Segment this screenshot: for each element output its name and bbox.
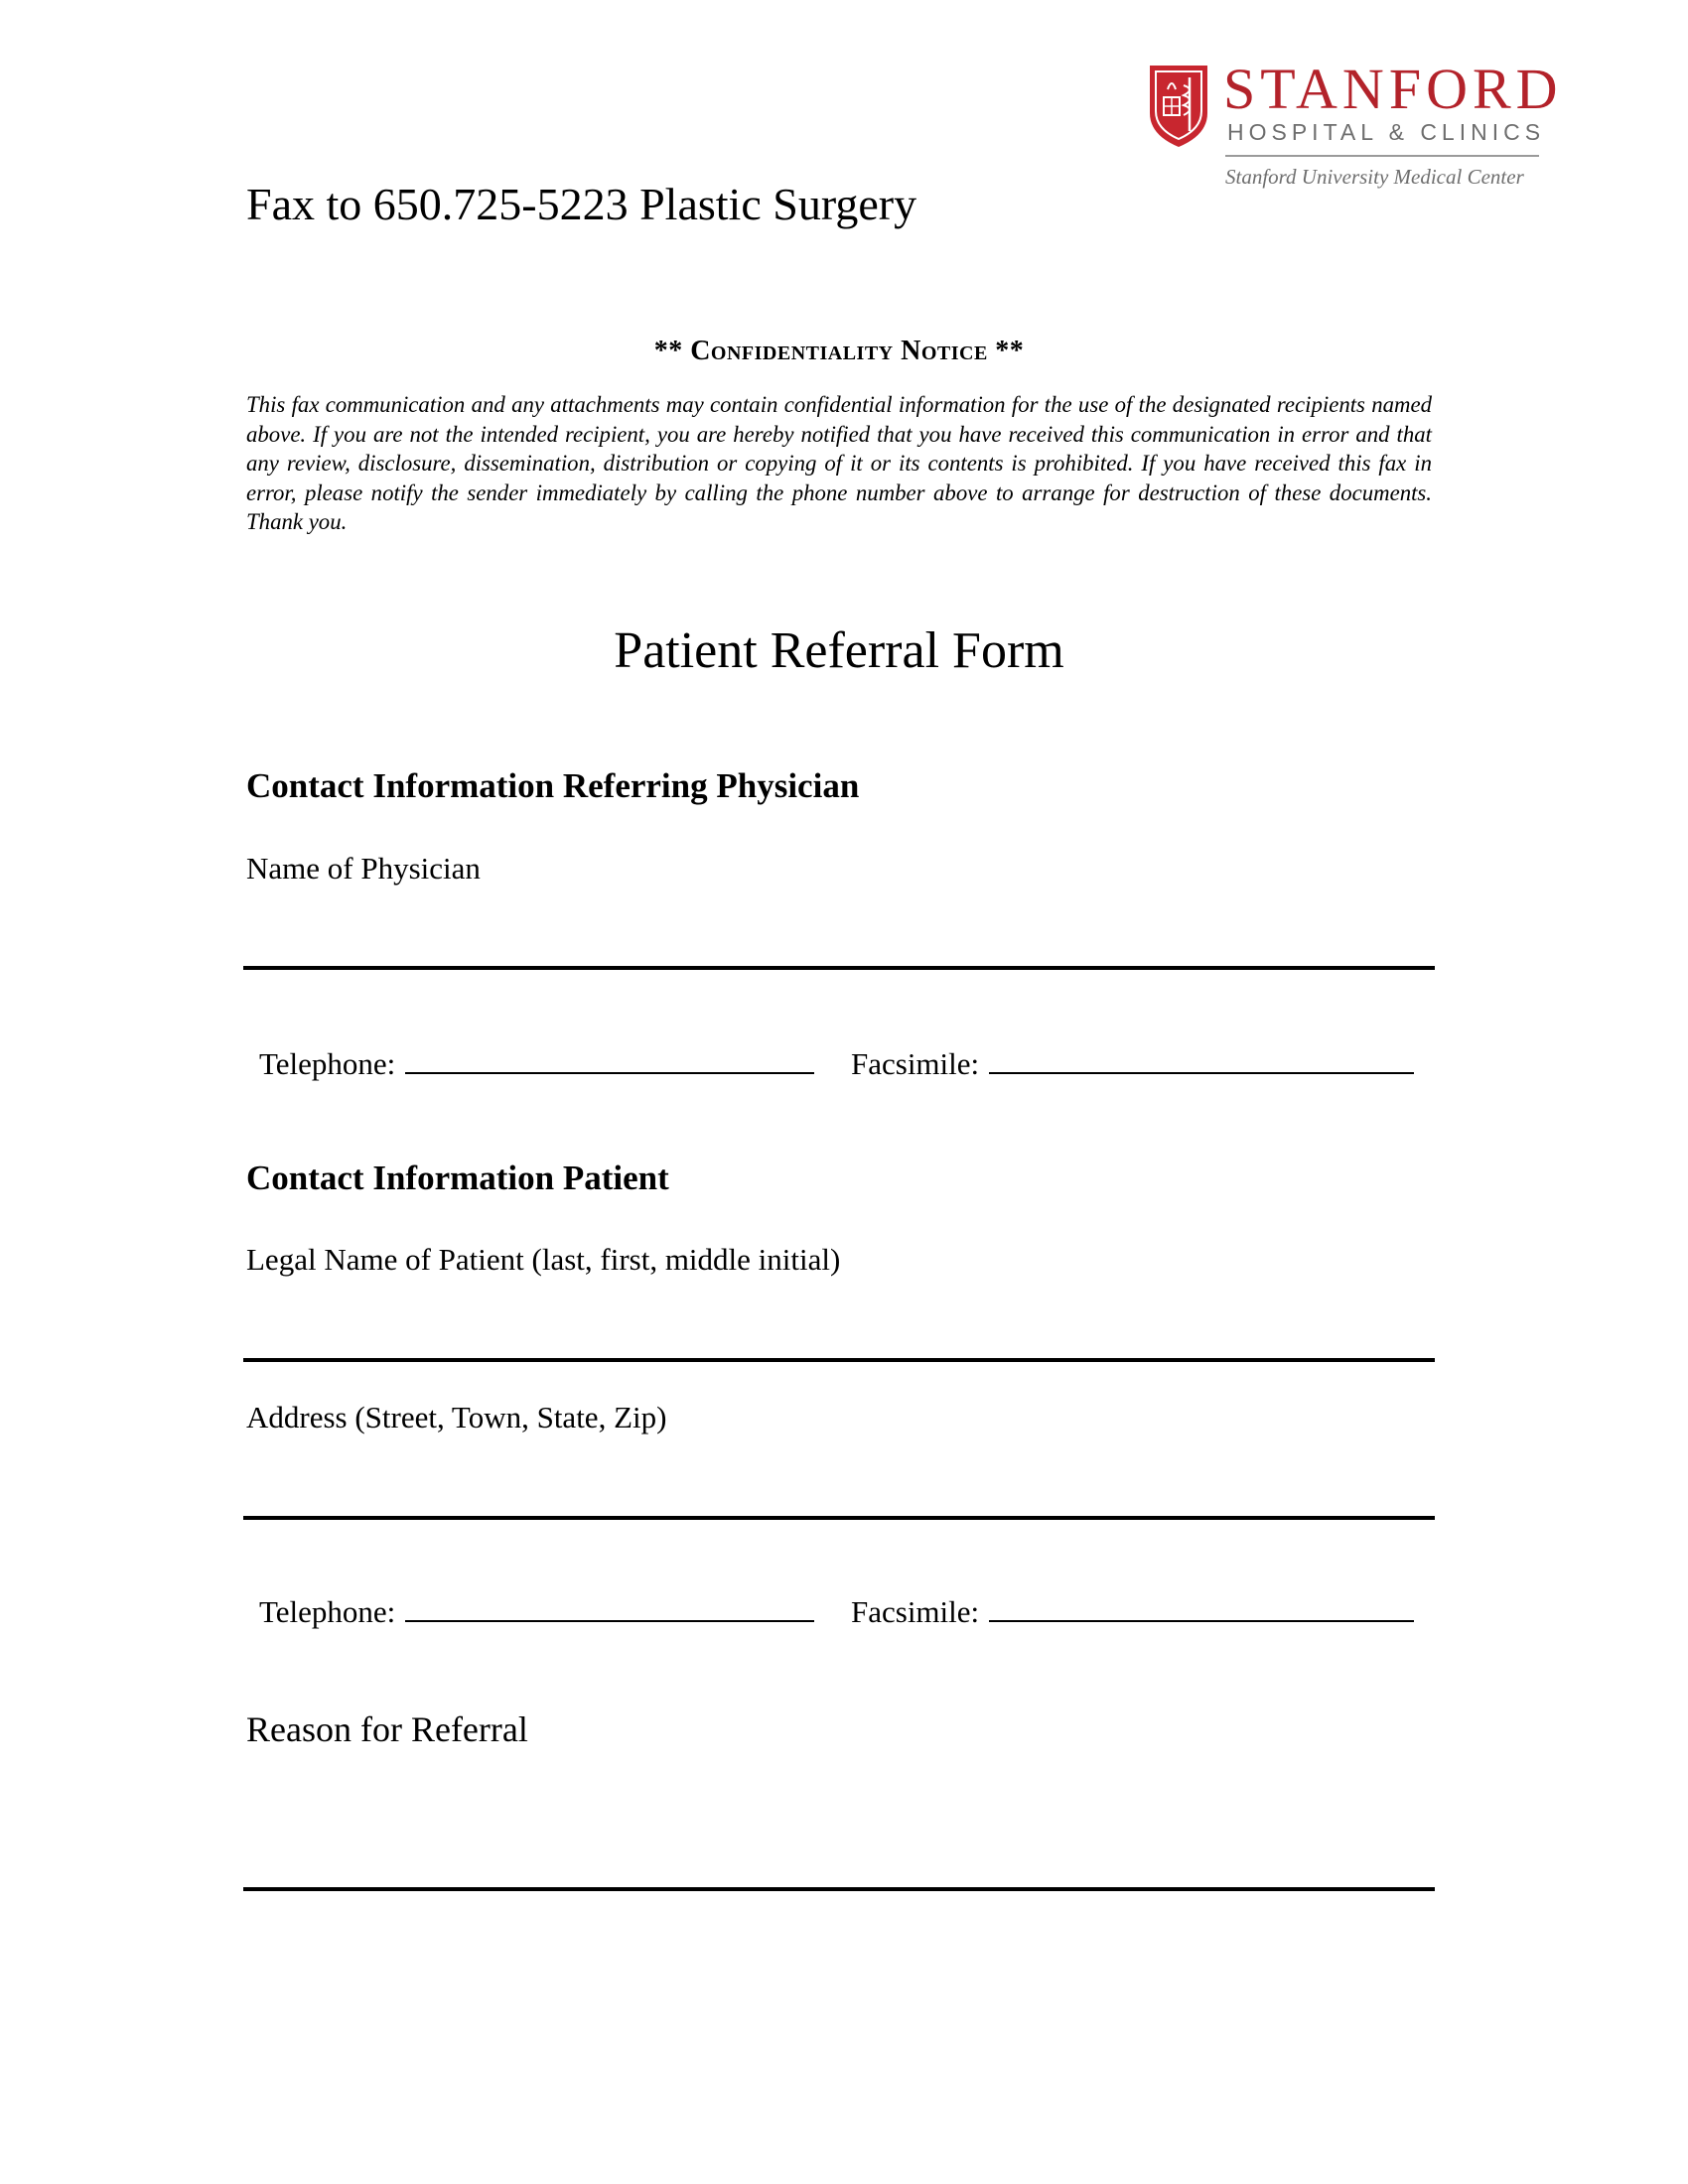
confidentiality-body: This fax communication and any attachments may contain confidential information for the use of the designated recipients named above. If you are not the intended recipient, you are hereby notified that you have received this communication in error and that any review, disclosure, dissemination, distribution or copying of it or its contents is prohibited. If you have received this fax in error, please notify the sender immediately by calling the phone number above to arrange for destruction of these documents. Thank you. (246, 392, 1432, 535)
logo-medical-center: Stanford University Medical Center (1225, 165, 1524, 189)
patient-telephone-blank[interactable] (405, 1594, 814, 1622)
shield-icon (1148, 62, 1209, 149)
logo-subtitle: HOSPITAL & CLINICS (1227, 119, 1546, 145)
stanford-logo (1142, 57, 1563, 206)
patient-section-heading: Contact Information Patient (246, 1159, 669, 1197)
patient-facsimile-field[interactable] (851, 1593, 1414, 1631)
patient-legal-name-label: Legal Name of Patient (last, first, middle initial) (246, 1242, 841, 1277)
form-title: Patient Referral Form (614, 622, 1064, 679)
physician-facsimile-field[interactable] (851, 1045, 1414, 1083)
physician-section-heading: Contact Information Referring Physician (246, 766, 860, 805)
patient-facsimile-blank[interactable] (989, 1594, 1414, 1622)
patient-address-label: Address (Street, Town, State, Zip) (246, 1400, 667, 1434)
physician-name-field[interactable] (243, 966, 1435, 970)
patient-telephone-field[interactable] (259, 1593, 814, 1631)
physician-facsimile-label: Facsimile: (851, 1046, 980, 1081)
reason-for-referral-field[interactable] (243, 1887, 1435, 1891)
patient-legal-name-field[interactable] (243, 1358, 1435, 1362)
physician-facsimile-blank[interactable] (989, 1046, 1414, 1074)
patient-address-field[interactable] (243, 1516, 1435, 1520)
physician-telephone-label: Telephone: (259, 1046, 396, 1081)
patient-telephone-label: Telephone: (259, 1594, 396, 1629)
reason-for-referral-label: Reason for Referral (246, 1709, 528, 1749)
patient-facsimile-label: Facsimile: (851, 1594, 980, 1629)
fax-instruction: Fax to 650.725-5223 Plastic Surgery (246, 179, 917, 229)
physician-telephone-field[interactable] (259, 1045, 814, 1083)
confidentiality-heading: ** Confidentiality Notice ** (653, 336, 1025, 366)
logo-divider (1225, 155, 1539, 157)
physician-telephone-blank[interactable] (405, 1046, 814, 1074)
physician-name-label: Name of Physician (246, 851, 481, 886)
logo-name: STANFORD (1223, 57, 1563, 121)
